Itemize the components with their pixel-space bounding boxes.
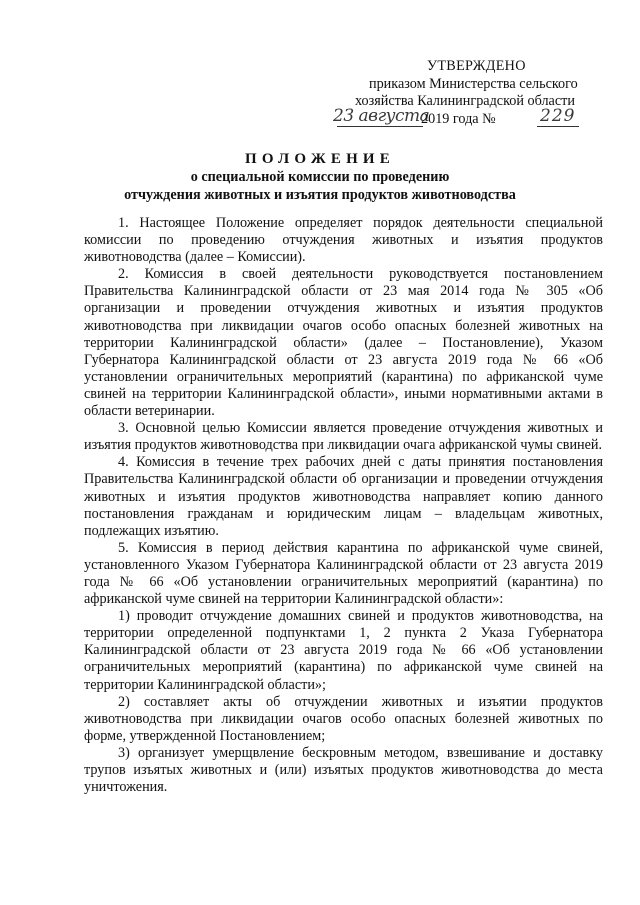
subparagraph-5-1: 1) проводит отчуждение домашних свиней и продуктов животноводства, на территории определенной подпунктами 1, 2 пункта 2 Указа Губернатора Калининградской области от 23 августа 2019 года № 66 «Об установлении ограничительных мероприятий (карантина) по африканской чуме свиней на территории Калининградской области»;: [84, 608, 603, 693]
subparagraph-5-2: 2) составляет акты об отчуждении животных и изъятии продуктов животноводства при ликвидации очагов особо опасных болезней животных по форме, утвержденной Постановлением;: [84, 693, 603, 744]
paragraph-5: 5. Комиссия в период действия карантина по африканской чуме свиней, установленного Указом Губернатора Калининградской области от 23 августа 2019 года № 66 «Об установлении ограничительных мероприятий (карантина) по африканской чуме свиней на территории Калининградской области»:: [84, 539, 603, 608]
handwritten-date: 23 августа: [333, 105, 430, 126]
paragraph-2: 2. Комиссия в своей деятельности руководствуется постановлением Правительства Калининградской области от 23 мая 2014 года № 305 «Об организации и проведении отчуждения животных и изъятия продуктов животноводства при ликвидации очагов особо опасных болезней животных на территории Калининградской области» (далее – Постановление), Указом Губернатора Калининградской области от 23 августа 2019 года № 66 «Об установлении ограничительных мероприятий (карантина) по африканской чуме свиней на территории Калининградской области», иными нормативными актами в области ветеринарии.: [84, 266, 603, 420]
approval-heading: УТВЕРЖДЕНО: [427, 58, 526, 74]
subparagraph-5-3: 3) организует умерщвление бескровным методом, взвешивание и доставку трупов изъятых животных и (или) изъятых продуктов животноводства до места уничтожения.: [84, 744, 603, 796]
paragraph-4: 4. Комиссия в течение трех рабочих дней с даты принятия постановления Правительства Калининградской области об организации и проведении отчуждения животных и изъятия продуктов животноводства направляет копию данного постановления гражданам и юридическим лицам – владельцам животных, подлежащих изъятию.: [84, 454, 603, 539]
title-main: ПОЛОЖЕНИЕ: [244, 151, 396, 167]
document-body: [84, 215, 603, 796]
title-line-1: о специальной комиссии по проведению: [190, 169, 450, 186]
handwritten-order-number: 229: [540, 105, 576, 126]
approval-ministry-line: хозяйства Калининградской области: [355, 93, 575, 110]
approval-stamp-block: [333, 58, 615, 129]
number-underline: [537, 126, 579, 127]
date-underline: [337, 126, 423, 127]
document-title: [80, 151, 560, 204]
paragraph-1: 1. Настоящее Положение определяет порядок деятельности специальной комиссии по проведению отчуждения животных и изъятия продуктов животноводства (далее – Комиссии).: [84, 215, 603, 266]
approval-order-line: приказом Министерства сельского: [369, 75, 578, 92]
title-line-2: отчуждения животных и изъятия продуктов животноводства: [124, 186, 516, 203]
paragraph-3: 3. Основной целью Комиссии является проведение отчуждения животных и изъятия продуктов животноводства при ликвидации очага африканской чумы свиней.: [84, 420, 603, 454]
printed-year-number-label: 2019 года №: [421, 110, 496, 127]
approval-date-line: [333, 105, 615, 129]
